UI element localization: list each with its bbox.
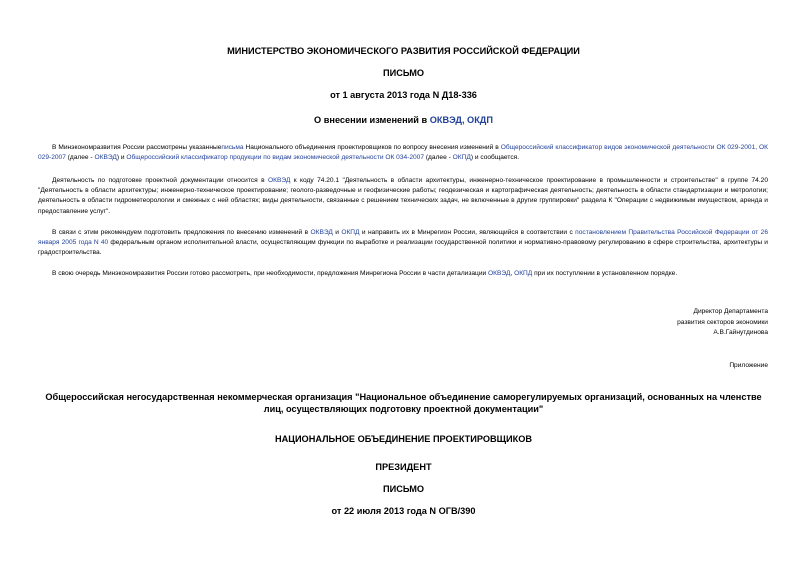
appendix-organization: Общероссийская негосударственная некоммерческая организация "Национальное объединение саморегулируемых организаций, основанных на членстве лиц, осуществляющих подготовку проектной документации" (45, 392, 762, 414)
text: к коду 74.20.1 "Деятельность в области архитектуры, инженерно-техническое проектирование в промышленности и строительстве" в группе 74.20 "Деятельность в области архитектуры; инженерно-техническое проектирование; геолого-разведочные и геофизические работы; геодезическая и картографическая деятельность; деятельность в области стандартизации и метрологии; деятельность в области гидрометеорологии и смежных с ней областях; виды деятельности, связанные с решением технических задач, не включенные в другие группировки" раздела К "Операции с недвижимым имуществом, аренда и предоставление услуг". (38, 177, 768, 215)
link-okpd[interactable]: ОКПД (452, 154, 471, 162)
link-okpd-classifier[interactable]: Общероссийский классификатор продукции по видам экономической деятельности ОК 034-2007 (126, 154, 425, 162)
signature-position: Директор Департамента (693, 308, 768, 315)
text: федеральным органом исполнительной власти, осуществляющим функции по выработке и реализации государственной политики и нормативно-правовому регулированию в сфере строительства, архитектуры и градостроительства. (38, 239, 768, 257)
link-okved[interactable]: ОКВЭД (310, 229, 333, 236)
link-okved[interactable]: ОКВЭД (488, 270, 511, 277)
subject-link-okved-okdp[interactable]: ОКВЭД, ОКДП (429, 115, 493, 125)
link-okved[interactable]: ОКВЭД (267, 177, 291, 184)
signature-block (677, 307, 768, 339)
appendix-letter-date: от 22 июля 2013 года N ОГВ/390 (331, 506, 476, 516)
text: , (510, 270, 515, 277)
text: Национального объединения проектировщиков по вопросу внесения изменений в (243, 144, 501, 151)
text: и направить их в Минрегион России, являющийся в соответствии с (359, 229, 576, 236)
text: В Минэкономразвития России рассмотрены указанные (52, 144, 222, 151)
paragraph-4 (38, 269, 768, 279)
text: при их поступлении в установленном порядке. (532, 270, 678, 277)
text: и (332, 229, 342, 236)
signature-name: А.В.Гайнутдинова (713, 329, 768, 336)
subject-prefix: О внесении изменений в (314, 115, 430, 125)
letter-subject (0, 115, 807, 125)
letter-date: от 1 августа 2013 года N Д18-336 (330, 90, 477, 100)
text: ) и сообщается. (470, 154, 520, 162)
text: (далее - (424, 154, 453, 162)
paragraph-3 (38, 228, 768, 259)
appendix-union: НАЦИОНАЛЬНОЕ ОБЪЕДИНЕНИЕ ПРОЕКТИРОВЩИКОВ (274, 434, 533, 444)
paragraph-1 (38, 143, 768, 163)
appendix-label: Приложение (729, 362, 768, 369)
letter-type: ПИСЬМО (382, 68, 425, 78)
link-okved[interactable]: ОКВЭД (94, 154, 117, 162)
paragraph-2 (38, 176, 768, 217)
link-okved-classifier[interactable]: Общероссийский классификатор видов экономической деятельности ОК 029-2001, ОК 029-2007 (38, 144, 768, 162)
text: ) и (116, 154, 127, 162)
link-letters[interactable]: письма (221, 144, 244, 151)
text: (далее - (65, 154, 95, 162)
text: Деятельность по подготовке проектной документации относится в (52, 177, 268, 184)
appendix-president: ПРЕЗИДЕНТ (375, 462, 432, 472)
appendix-letter-type: ПИСЬМО (382, 484, 425, 494)
link-okpd[interactable]: ОКПД (514, 270, 533, 277)
link-government-decree[interactable]: постановлением Правительства Российской Федерации от 26 января 2005 года N 40 (38, 229, 768, 247)
text: В свою очередь Минэкономразвития России готово рассмотреть, при необходимости, предложения Минрегиона России в части детализации (52, 270, 489, 277)
ministry-title: МИНИСТЕРСТВО ЭКОНОМИЧЕСКОГО РАЗВИТИЯ РОССИЙСКОЙ ФЕДЕРАЦИИ (227, 46, 580, 56)
signature-department: развития секторов экономики (677, 318, 768, 326)
link-okpd[interactable]: ОКПД (341, 229, 360, 236)
text: В связи с этим рекомендуем подготовить предложения по внесению изменений в (52, 229, 311, 236)
